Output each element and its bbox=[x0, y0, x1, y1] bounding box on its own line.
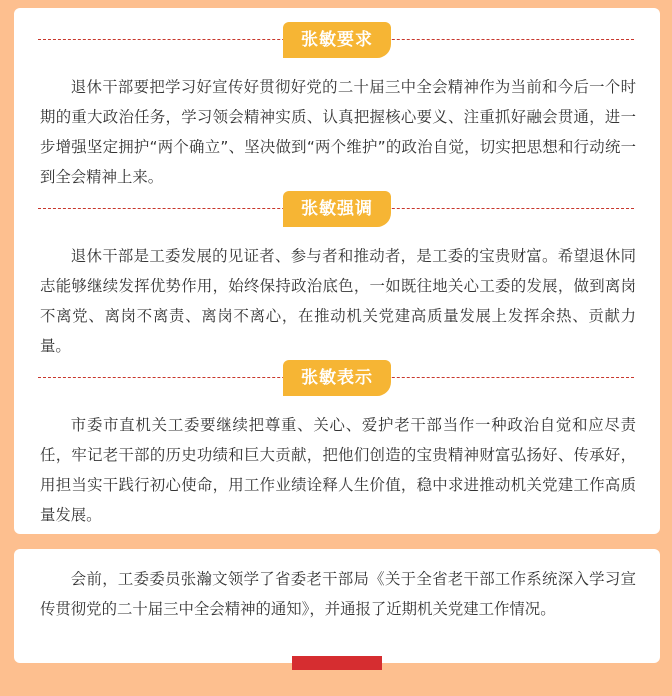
section-header bbox=[14, 360, 660, 396]
meeting-note-paragraph: 会前，工委委员张瀚文领学了省委老干部局《关于全省老干部工作系统深入学习宣传贯彻党的二十届三中全会精神的通知》，并通报了近期机关党建工作情况。 bbox=[40, 570, 636, 618]
section-paragraph: 退休干部是工委发展的见证者、参与者和推动者，是工委的宝贵财富。希望退休同志能够继续发挥优势作用，始终保持政治底色，一如既往地关心工委的发展，做到离岗不离党、离岗不离责、离岗不离心，在推动机关党建高质量发展上发挥余热、贡献力量。 bbox=[40, 247, 636, 355]
section-title-tab: 张敏强调 bbox=[283, 191, 391, 227]
section-paragraph: 退休干部要把学习好宣传好贯彻好党的二十届三中全会精神作为当前和今后一个时期的重大政治任务，学习领会精神实质、认真把握核心要义、注重抓好融会贯通，进一步增强坚定拥护“两个确立”、坚决做到“两个维护”的政治自觉，切实把思想和行动统一到全会精神上来。 bbox=[40, 78, 636, 186]
main-content-card bbox=[14, 8, 660, 534]
section-title-tab: 张敏表示 bbox=[283, 360, 391, 396]
bottom-accent-bar bbox=[292, 656, 382, 670]
meeting-note-card bbox=[14, 549, 660, 663]
section-title-tab: 张敏要求 bbox=[283, 22, 391, 58]
section-paragraph: 市委市直机关工委要继续把尊重、关心、爱护老干部当作一种政治自觉和应尽责任，牢记老干部的历史功绩和巨大贡献，把他们创造的宝贵精神财富弘扬好、传承好，用担当实干践行初心使命，用工作业绩诠释人生价值，稳中求进推动机关党建工作高质量发展。 bbox=[40, 416, 636, 524]
section-header bbox=[14, 22, 660, 58]
section-header bbox=[14, 191, 660, 227]
